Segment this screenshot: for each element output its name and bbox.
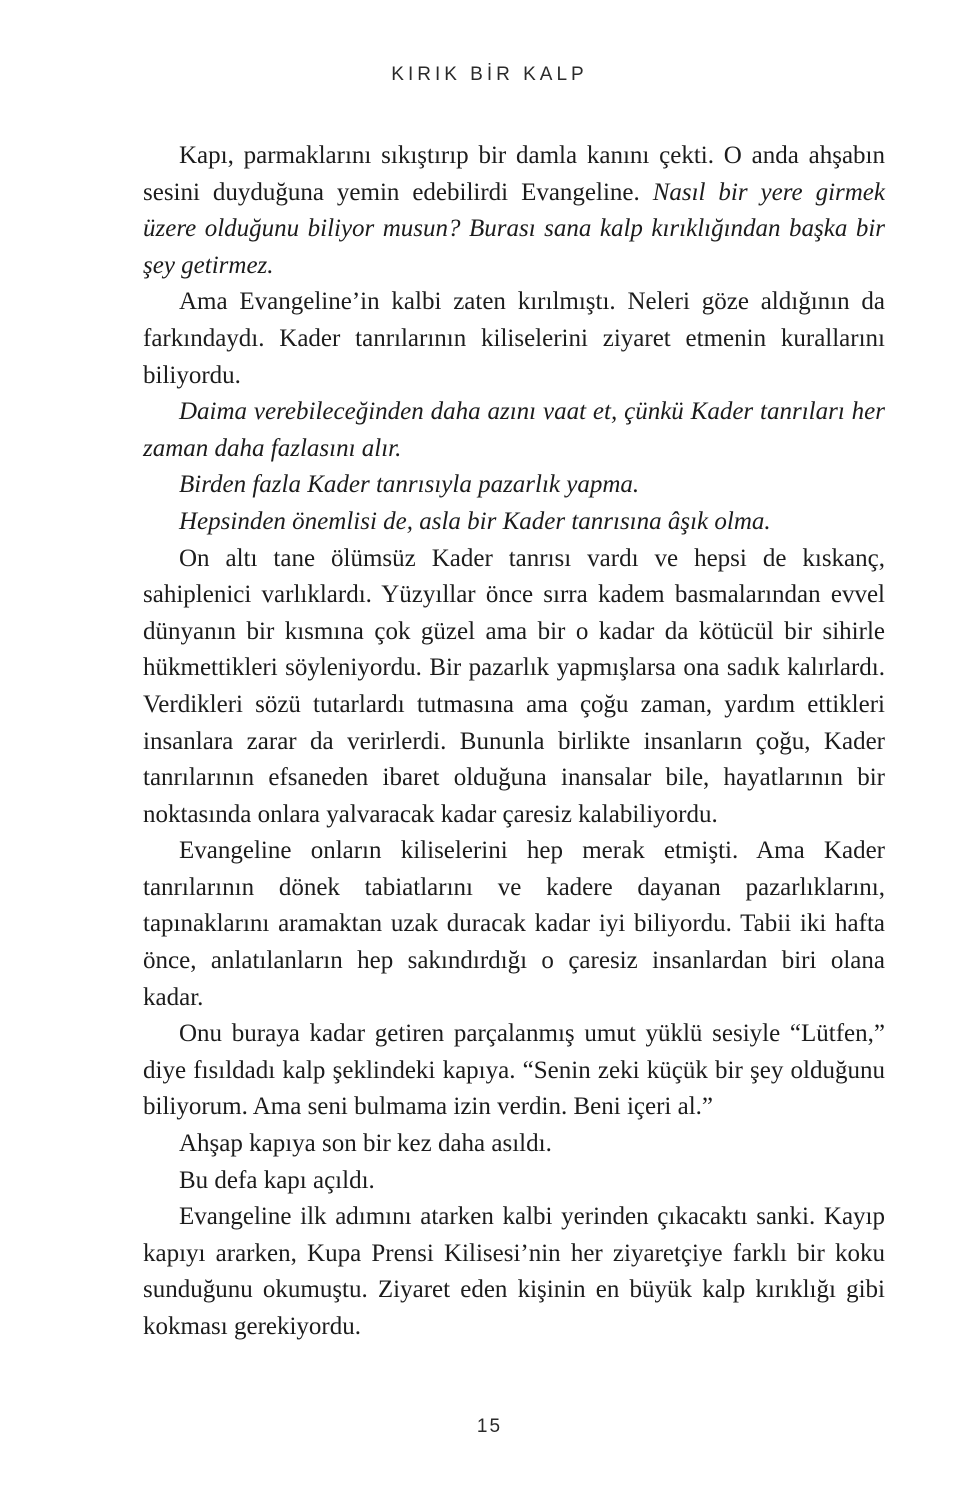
italic-inner-voice: Nasıl bir yere girmek üzere olduğunu biliyor musun? Burası sana kalp kırıklığından başka bir şey getirmez. xyxy=(143,178,885,279)
paragraph-door-blood xyxy=(143,138,885,284)
rule-item-2: Birden fazla Kader tanrısıyla pazarlık yapma. xyxy=(179,471,640,499)
paragraph-pull: Ahşap kapıya son bir kez daha asıldı. xyxy=(179,1130,552,1158)
page-number: 15 xyxy=(476,1416,503,1437)
paragraph-first-step: Evangeline ilk adımını atarken kalbi yerinden çıkacaktı sanki. Kayıp kapıyı ararken, Kupa Prensi Kilisesi’nin her ziyaretçiye farklı bir koku sunduğunu okumuştu. Ziyaret eden kişinin en büyük kalp kırıklığı gibi kokması gerekiyordu. xyxy=(143,1203,885,1340)
paragraph-door-opened: Bu defa kapı açıldı. xyxy=(179,1166,375,1194)
body-text xyxy=(143,138,885,1346)
rule-item-1: Daima verebileceğinden daha azını vaat et, çünkü Kader tanrıları her zaman daha fazlasını alır. xyxy=(143,398,885,462)
rule-item-3: Hepsinden önemlisi de, asla bir Kader tanrısına âşık olma. xyxy=(179,507,771,535)
paragraph-whisper: Onu buraya kadar getiren parçalanmış umut yüklü sesiyle “Lütfen,” diye fısıldadı kalp şeklindeki kapıya. “Senin zeki küçük bir şey olduğunu biliyorum. Ama seni bulmama izin verdin. Beni içeri al.” xyxy=(143,1020,885,1121)
running-title: KIRIK BİR KALP xyxy=(391,64,588,85)
paragraph-curiosity: Evangeline onların kiliselerini hep merak etmişti. Ama Kader tanrılarının dönek tabiatlarını ve kadere dayanan pazarlıklarını, tapınaklarını aramaktan uzak duracak kadar iyi biliyordu. Tabii iki hafta önce, anlatılanların hep sakındırdığı o çaresiz insanlardan biri olana kadar. xyxy=(143,837,885,1011)
paragraph-text: Kapı, parmaklarını sıkıştırıp bir damla kanını çekti. O anda ahşabın sesini duyduğuna yemin edebilirdi Evangeline. xyxy=(143,142,885,206)
paragraph-fates: On altı tane ölümsüz Kader tanrısı vardı ve hepsi de kıskanç, sahiplenici varlıklardı. Yüzyıllar önce sırra kadem basmalarından evvel dünyanın bir kısmına çok güzel ama bir o kadar da kötücül bir sihirle hükmettikleri söyleniyordu. Bir pazarlık yapmışlarsa ona sadık kalırlardı. Verdikleri sözü tutarlardı tutmasına ama çoğu zaman, yardım ettikleri insanlara zarar da verirlerdi. Bununla birlikte insanların çoğu, Kader tanrılarının efsaneden ibaret olduğuna inansalar bile, hayatlarının bir noktasında onlara yalvaracak kadar çaresiz kalabiliyordu. xyxy=(143,544,885,828)
paragraph-heart-broken: Ama Evangeline’in kalbi zaten kırılmıştı. Neleri göze aldığının da farkındaydı. Kader tanrılarının kiliselerini ziyaret etmenin kurallarını biliyordu. xyxy=(143,288,885,389)
